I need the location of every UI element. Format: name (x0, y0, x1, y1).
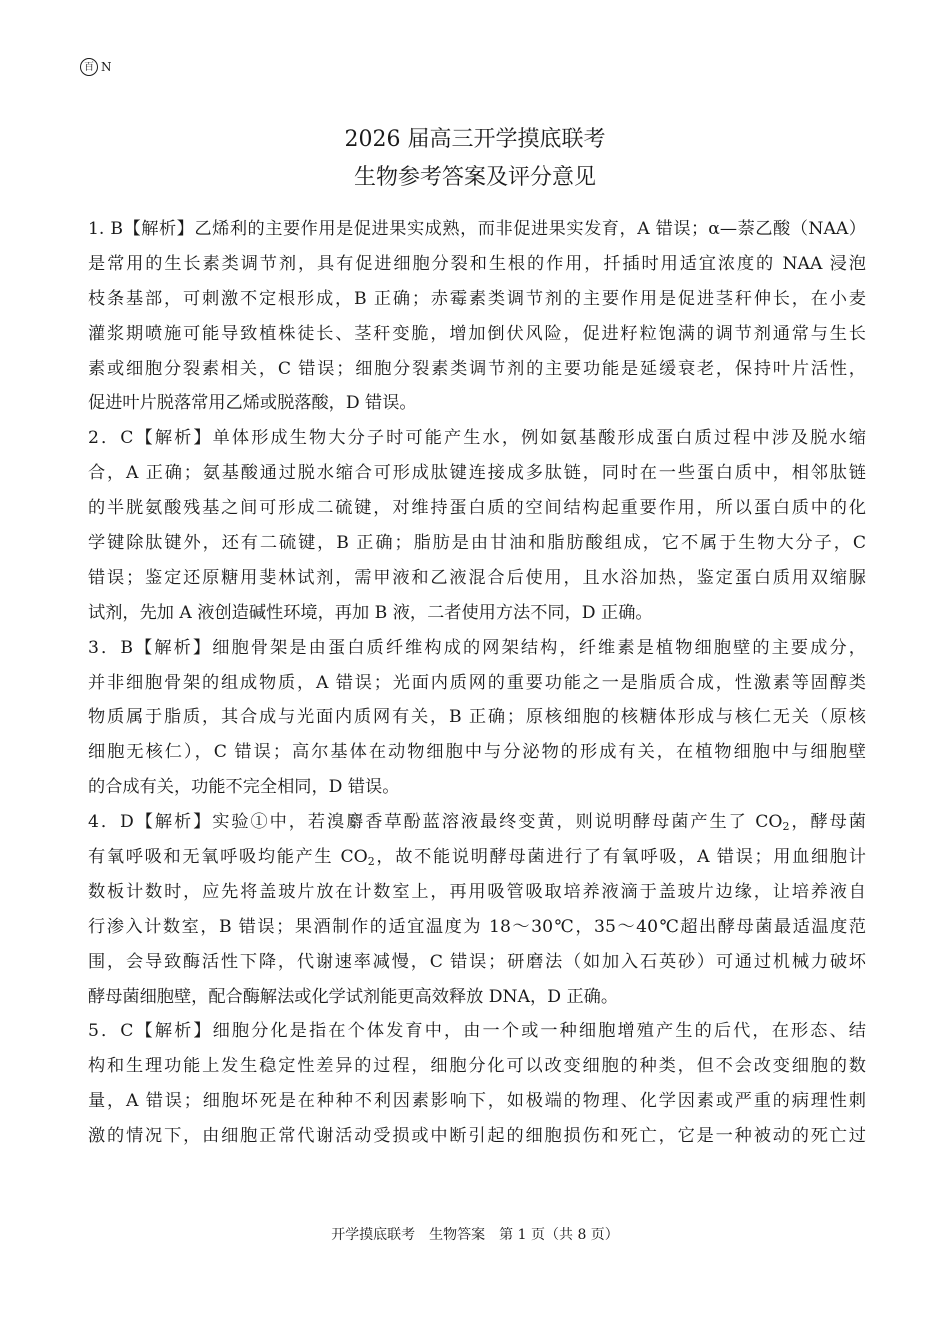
text-line: 是常用的生长素类调节剂，具有促进细胞分裂和生根的作用，扦插时用适宜浓度的 NAA 浸泡 (88, 253, 866, 274)
text-line: 促进叶片脱落常用乙烯或脱落酸，D 错误。 (88, 393, 417, 414)
logo-seal-icon: 百 (80, 58, 98, 76)
subscript: 2 (367, 855, 375, 869)
page-footer: 开学摸底联考 生物答案 第 1 页（共 8 页） (331, 1227, 619, 1243)
subscript: 2 (782, 820, 790, 834)
text-line: 素或细胞分裂素相关，C 错误；细胞分裂素类调节剂的主要功能是延缓衰老，保持叶片活性， (88, 358, 866, 379)
text-segment: ，酵母菌 (789, 812, 866, 833)
text-line: 1. B【解析】乙烯利的主要作用是促进果实成熟，而非促进果实发育，A 错误；α—萘乙酸（NAA） (88, 219, 866, 239)
text-line: 酵母菌细胞壁，配合酶解法或化学试剂能更高效释放 DNA，D 正确。 (88, 986, 619, 1007)
text-line: 合，A 正确；氨基酸通过脱水缩合可形成肽键连接成多肽链，同时在一些蛋白质中，相邻肽链 (88, 463, 866, 484)
text-line: 量，A 错误；细胞坏死是在种种不利因素影响下，如极端的物理、化学因素或严重的病理性刺 (88, 1091, 866, 1112)
text-line (88, 805, 866, 840)
text-line: 激的情况下，由细胞正常代谢活动受损或中断引起的细胞损伤和死亡，它是一种被动的死亡过 (88, 1126, 866, 1147)
text-line: 5．C【解析】细胞分化是指在个体发育中，由一个或一种细胞增殖产生的后代，在形态、结 (88, 1021, 866, 1042)
answer-body (88, 212, 866, 1154)
logo-letter: N (101, 60, 112, 74)
text-segment: ，故不能说明酵母菌进行了有氧呼吸，A 错误；用血细胞计 (374, 847, 866, 868)
text-line: 的半胱氨酸残基之间可形成二硫键，对维持蛋白质的空间结构起重要作用，所以蛋白质中的化 (88, 498, 866, 519)
text-line: 细胞无核仁），C 错误；高尔基体在动物细胞中与分泌物的形成有关，在植物细胞中与细胞壁 (88, 742, 866, 763)
text-line (88, 840, 866, 875)
document-subtitle: 生物参考答案及评分意见 (353, 165, 596, 190)
text-line: 2．C【解析】单体形成生物大分子时可能产生水，例如氨基酸形成蛋白质过程中涉及脱水缩 (88, 428, 866, 449)
text-line: 学键除肽键外，还有二硫键，B 正确；脂肪是由甘油和脂肪酸组成，它不属于生物大分子，C (88, 533, 866, 554)
text-line: 错误；鉴定还原糖用斐林试剂，需甲液和乙液混合后使用，且水浴加热，鉴定蛋白质用双缩脲 (88, 567, 866, 588)
text-line: 的合成有关，功能不完全相同，D 错误。 (88, 777, 400, 798)
text-line: 并非细胞骨架的组成物质，A 错误；光面内质网的重要功能之一是脂质合成，性激素等固醇类 (88, 672, 866, 693)
text-segment: 有氧呼吸和无氧呼吸均能产生 CO (88, 847, 368, 868)
text-line: 试剂，先加 A 液创造碱性环境，再加 B 液，二者使用方法不同，D 正确。 (88, 602, 653, 623)
text-line: 行渗入计数室，B 错误；果酒制作的适宜温度为 18～30℃，35～40℃超出酵母菌最适温度范 (88, 916, 866, 937)
text-line: 3．B【解析】细胞骨架是由蛋白质纤维构成的网架结构，纤维素是植物细胞壁的主要成分， (88, 637, 866, 658)
text-segment: 4．D【解析】实验①中，若溴麝香草酚蓝溶液最终变黄，则说明酵母菌产生了 CO (88, 812, 783, 833)
text-line: 数板计数时，应先将盖玻片放在计数室上，再用吸管吸取培养液滴于盖玻片边缘，让培养液自 (88, 881, 866, 902)
text-line: 围，会导致酶活性下降，代谢速率减慢，C 错误；研磨法（如加入石英砂）可通过机械力破坏 (88, 951, 866, 972)
text-line: 灌浆期喷施可能导致植株徒长、茎秆变脆，增加倒伏风险，促进籽粒饱满的调节剂通常与生长 (88, 323, 866, 344)
text-line: 构和生理功能上发生稳定性差异的过程，细胞分化可以改变细胞的种类，但不会改变细胞的数 (88, 1056, 866, 1077)
text-line: 物质属于脂质，其合成与光面内质网有关，B 正确；原核细胞的核糖体形成与核仁无关（原核 (88, 707, 866, 728)
publisher-logo (80, 58, 112, 76)
text-line: 枝条基部，可刺激不定根形成，B 正确；赤霉素类调节剂的主要作用是促进茎秆伸长，在小麦 (88, 288, 866, 309)
document-title: 2026 届高三开学摸底联考 (344, 127, 606, 152)
